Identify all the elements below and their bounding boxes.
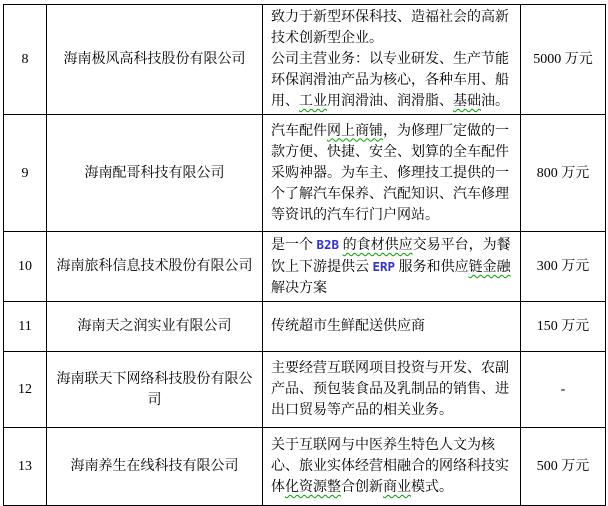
- spellcheck-flagged-text: 链金融: [468, 260, 511, 275]
- description-text: 主要经营互联网项目投资与开发、农副产品、预包装食品及乳制品的销售、进出口贸易等产品的相关业务。: [271, 361, 509, 418]
- company-name-cell: 海南天之润实业有限公司: [47, 302, 263, 352]
- company-name-cell: 海南配哥科技有限公司: [47, 115, 263, 232]
- table-body: [4, 5, 606, 506]
- description-text: 模式。: [411, 480, 453, 495]
- spellcheck-flagged-text: 工业: [299, 94, 327, 109]
- company-name-cell: 海南极风高科技股份有限公司: [47, 5, 263, 115]
- description-paragraph: [271, 234, 514, 299]
- table-row: [4, 115, 606, 232]
- row-number-cell: 8: [4, 5, 47, 115]
- description-cell: [263, 5, 521, 115]
- latin-term-text: B2B: [316, 237, 340, 252]
- amount-cell: 150 万元: [521, 302, 606, 352]
- amount-cell: 5000 万元: [521, 5, 606, 115]
- company-name-cell: 海南养生在线科技有限公司: [47, 428, 263, 506]
- description-cell: [263, 115, 521, 232]
- description-cell: [263, 428, 521, 506]
- description-cell: [263, 302, 521, 352]
- table-row: [4, 232, 606, 302]
- description-text: 传统超市生鲜配送供应商: [271, 319, 425, 334]
- row-number-cell: 9: [4, 115, 47, 232]
- amount-cell: -: [521, 352, 606, 428]
- description-text: 汽车配件: [271, 123, 327, 139]
- description-paragraph: [271, 435, 514, 498]
- spellcheck-flagged-text: 商业: [383, 480, 411, 495]
- table-row: [4, 428, 606, 506]
- description-cell: [263, 352, 521, 428]
- description-text: 交易平台，为餐饮上下游提供云: [271, 238, 511, 275]
- amount-cell: 300 万元: [521, 232, 606, 302]
- description-text: 油。: [481, 94, 509, 109]
- table-row: [4, 352, 606, 428]
- description-cell: [263, 232, 521, 302]
- spellcheck-flagged-text: 基础: [453, 94, 481, 109]
- description-paragraph: [271, 316, 514, 337]
- company-name-cell: 海南联天下网络科技股份有限公司: [47, 352, 263, 428]
- description-text: 公司主营业务：以专业研发、生产节能环保润滑油产品为核心，各种车用、船用、: [271, 52, 509, 109]
- description-paragraph: [271, 49, 514, 112]
- company-name-cell: 海南旅科信息技术股份有限公司: [47, 232, 263, 302]
- amount-cell: 800 万元: [521, 115, 606, 232]
- description-text: 用润滑油、润滑脂、: [327, 94, 453, 109]
- description-text: ，为修理厂定做的一款方便、快捷、安全、划算的全车配件采购神器。为车主、修理技工提供的一个了解汽车保养、汽配知识、汽车修理等资讯的汽车行门户网站。: [271, 123, 509, 223]
- spellcheck-flagged-text: 化资源整: [285, 480, 341, 495]
- description-text: 服务和供应: [395, 260, 469, 275]
- description-paragraph: [271, 358, 514, 421]
- description-text: 是一个: [271, 238, 317, 253]
- row-number-cell: 10: [4, 232, 47, 302]
- description-text: 致力于新型环保科技、造福社会的高新技术创新型企业。: [271, 10, 509, 46]
- description-paragraph: [271, 121, 514, 226]
- row-number-cell: 11: [4, 302, 47, 352]
- spellcheck-flagged-text: 的食材供应: [342, 238, 413, 253]
- row-number-cell: 13: [4, 428, 47, 506]
- latin-term-text: ERP: [372, 259, 396, 274]
- description-text: 解决方案: [271, 281, 327, 296]
- document-page: [3, 4, 606, 506]
- company-table: [3, 4, 606, 506]
- description-text: 合创新: [341, 480, 383, 495]
- row-number-cell: 12: [4, 352, 47, 428]
- description-text: 关于互联网与中医养生特色人文为核心、旅业实体经营相融合的网络科技实体: [271, 438, 509, 495]
- table-row: [4, 5, 606, 115]
- spellcheck-flagged-text: 网上商铺: [327, 123, 383, 139]
- table-row: [4, 302, 606, 352]
- description-paragraph: [271, 7, 514, 49]
- amount-cell: 500 万元: [521, 428, 606, 506]
